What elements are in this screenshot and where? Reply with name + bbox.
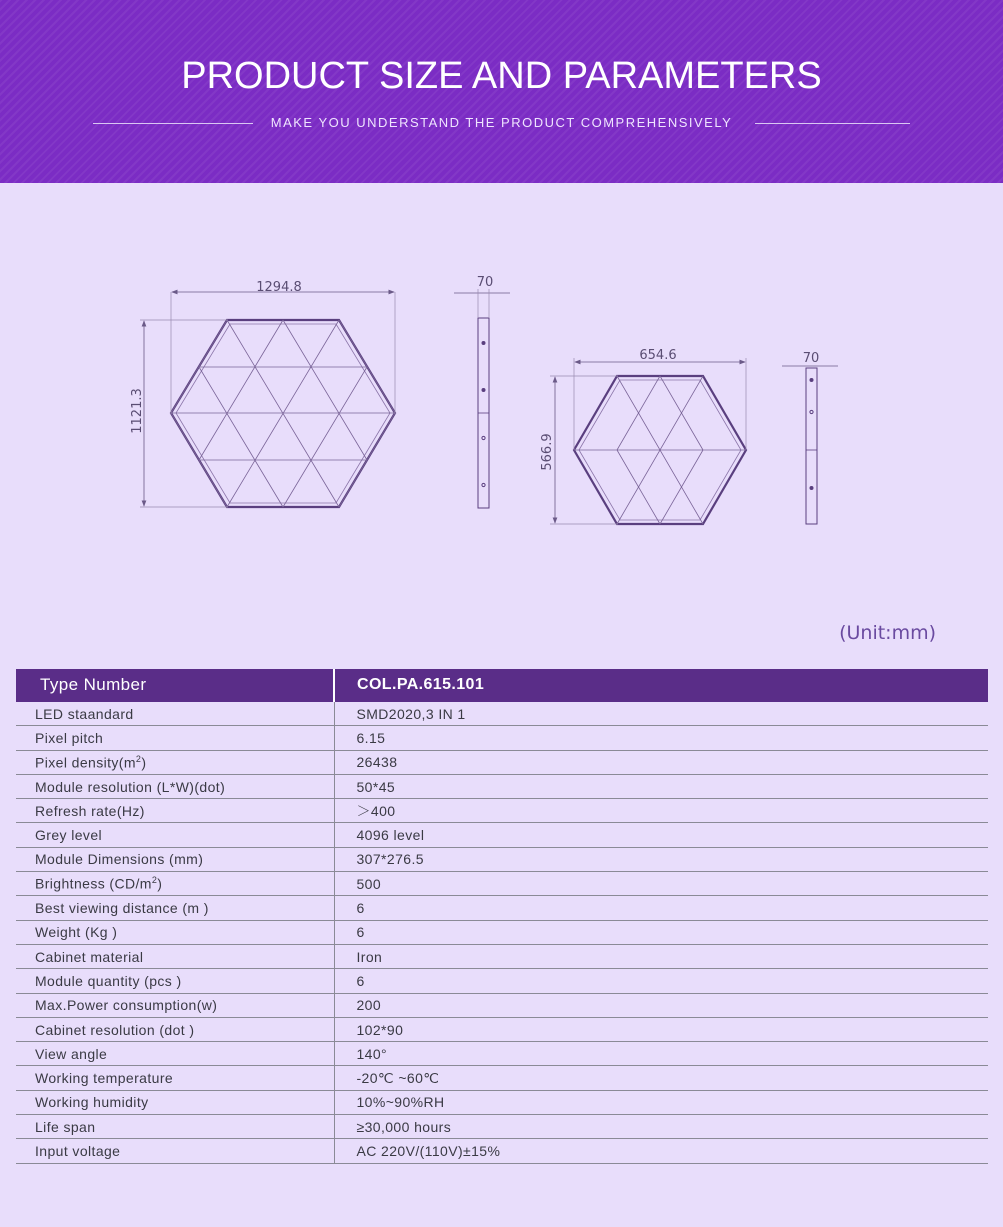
row-value: -20℃ ~60℃	[334, 1066, 988, 1090]
table-row	[16, 726, 988, 750]
row-label: Life span	[16, 1115, 334, 1139]
row-label: LED staandard	[16, 702, 334, 726]
header-banner	[0, 0, 1003, 183]
table-row	[16, 1090, 988, 1114]
large-width-dimension	[171, 280, 395, 414]
small-depth-label: 70	[802, 351, 820, 366]
table-row	[16, 993, 988, 1017]
row-label: Max.Power consumption(w)	[16, 993, 334, 1017]
row-label: Working temperature	[16, 1066, 334, 1090]
small-cabinet-front-view	[574, 376, 746, 524]
row-value: Iron	[334, 944, 988, 968]
table-row	[16, 823, 988, 847]
row-label: View angle	[16, 1042, 334, 1066]
row-value: 6	[334, 920, 988, 944]
row-label: Input voltage	[16, 1139, 334, 1163]
row-label: Best viewing distance (m )	[16, 896, 334, 920]
small-width-dimension	[574, 348, 746, 450]
header-value: COL.PA.615.101	[334, 669, 988, 702]
table-row	[16, 702, 988, 726]
row-label: Cabinet material	[16, 944, 334, 968]
row-value: ＞400	[334, 799, 988, 823]
page-title: PRODUCT SIZE AND PARAMETERS	[181, 55, 822, 97]
small-width-label: 654.6	[639, 348, 677, 363]
row-value: 26438	[334, 750, 988, 774]
table-row	[16, 799, 988, 823]
row-label: Weight (Kg )	[16, 920, 334, 944]
large-cabinet-side-view	[454, 275, 510, 508]
header-label: Type Number	[16, 669, 334, 702]
row-value: 10%~90%RH	[334, 1090, 988, 1114]
page-subtitle: MAKE YOU UNDERSTAND THE PRODUCT COMPREHENSIVELY	[270, 115, 733, 130]
table-row	[16, 1139, 988, 1163]
row-value: 307*276.5	[334, 847, 988, 871]
row-value: AC 220V/(110V)±15%	[334, 1139, 988, 1163]
row-value: 6.15	[334, 726, 988, 750]
row-label: Brightness $(CD/m^2)$	[16, 872, 334, 896]
large-width-label: 1294.8	[256, 280, 302, 295]
large-height-label: 1121.3	[130, 388, 145, 434]
table-row	[16, 847, 988, 871]
large-height-dimension	[130, 320, 228, 507]
row-label: Module Dimensions (mm)	[16, 847, 334, 871]
small-height-label: 566.9	[540, 433, 555, 471]
row-value: 4096 level	[334, 823, 988, 847]
subtitle-row	[0, 115, 1003, 133]
row-label: Cabinet resolution (dot )	[16, 1017, 334, 1041]
row-label: Working humidity	[16, 1090, 334, 1114]
row-value: 200	[334, 993, 988, 1017]
row-value: 500	[334, 872, 988, 896]
table-row	[16, 1066, 988, 1090]
spec-table	[16, 669, 988, 1164]
row-value: 6	[334, 969, 988, 993]
table-row	[16, 774, 988, 798]
table-row	[16, 1115, 988, 1139]
table-row	[16, 872, 988, 896]
table-row	[16, 1017, 988, 1041]
table-row	[16, 969, 988, 993]
small-cabinet-side-view	[782, 351, 838, 524]
row-value: 6	[334, 896, 988, 920]
row-value: ≥30,000 hours	[334, 1115, 988, 1139]
table-row	[16, 750, 988, 774]
dimension-drawing	[0, 183, 1003, 663]
unit-label: (Unit:mm)	[839, 622, 936, 644]
large-depth-label: 70	[476, 275, 494, 290]
row-value: SMD2020,3 IN 1	[334, 702, 988, 726]
row-value: 102*90	[334, 1017, 988, 1041]
table-row	[16, 896, 988, 920]
table-row	[16, 1042, 988, 1066]
row-label: Module resolution (L*W)(dot)	[16, 774, 334, 798]
row-value: 50*45	[334, 774, 988, 798]
table-row	[16, 920, 988, 944]
row-label: Pixel pitch	[16, 726, 334, 750]
row-label: Pixel $density(m^2)$	[16, 750, 334, 774]
table-row	[16, 944, 988, 968]
row-value: 140°	[334, 1042, 988, 1066]
row-label: Grey level	[16, 823, 334, 847]
table-header-row	[16, 669, 988, 702]
large-cabinet-front-view	[171, 320, 395, 507]
row-label: Module quantity (pcs )	[16, 969, 334, 993]
row-label: Refresh rate(Hz)	[16, 799, 334, 823]
